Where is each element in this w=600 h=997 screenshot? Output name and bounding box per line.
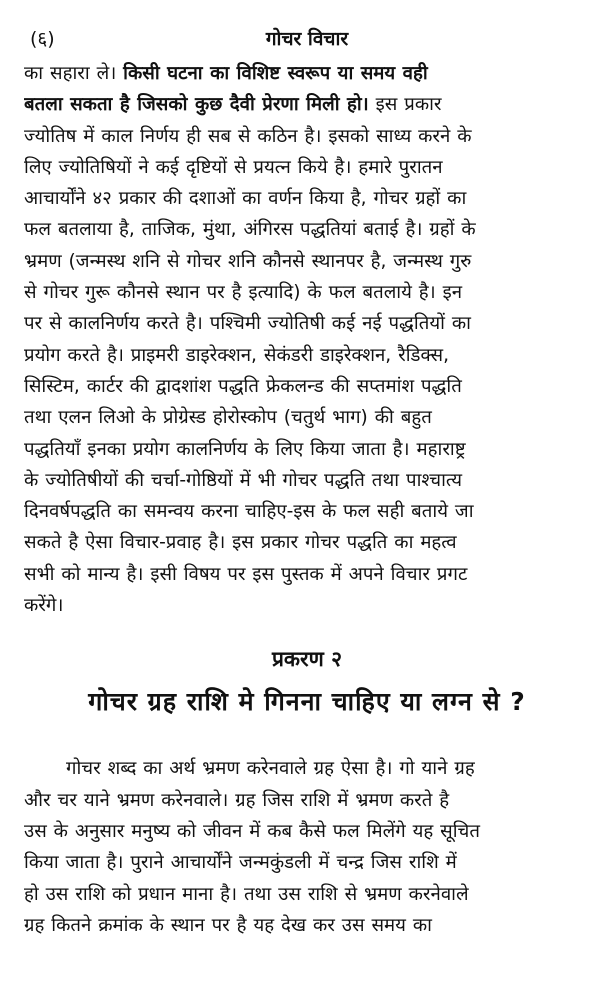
text-line: सभी को मान्य है। इसी विषय पर इस पुस्तक में अपने विचार प्रगट xyxy=(24,563,468,585)
text-line: लिए ज्योतिषियों ने कई दृष्टियों से प्रयत्न किये है। हमारे पुरातन xyxy=(24,156,443,178)
text-line: से गोचर गुरू कौनसे स्थान पर है इत्यादि) के फल बतलाये है। इन xyxy=(24,282,463,304)
text-line xyxy=(24,58,590,89)
text-line: पर से कालनिर्णय करते है। पश्चिमी ज्योतिषी कई नई पद्धतियों का xyxy=(24,313,471,335)
text-line: हो उस राशि को प्रधान माना है। तथा उस राशि से भ्रमण करनेवाले xyxy=(24,883,469,905)
text-line: आचार्योंने ४२ प्रकार की दशाओं का वर्णन किया है, गोचर ग्रहों का xyxy=(24,188,467,210)
text-line xyxy=(24,89,590,120)
paragraph-2 xyxy=(24,753,590,941)
text-line: दिनवर्षपद्धति का समन्वय करना चाहिए-इस के फल सही बताये जा xyxy=(24,501,474,523)
text-run: इस प्रकार xyxy=(368,94,442,116)
text-line: फल बतलाया है, ताजिक, मुंथा, अंगिरस पद्धतियां बताई है। ग्रहों के xyxy=(24,219,476,241)
text-line: करेंगे। xyxy=(24,595,64,617)
text-line: ग्रह कितने क्रमांक के स्थान पर है यह देख कर उस समय का xyxy=(24,914,432,936)
chapter-heading: गोचर ग्रह राशि मे गिनना चाहिए या लग्न से ? xyxy=(88,687,526,717)
text-line: और चर याने भ्रमण करेनवाले। ग्रह जिस राशि में भ्रमण करते है xyxy=(24,789,450,811)
paragraph-1 xyxy=(24,58,590,621)
page-number: (६) xyxy=(30,28,55,50)
text-line: किया जाता है। पुराने आचार्योंने जन्मकुंडली में चन्द्र जिस राशि में xyxy=(24,852,457,874)
text-line: उस के अनुसार मनुष्य को जीवन में कब कैसे फल मिलेंगे यह सूचित xyxy=(24,820,480,842)
text-line: सिस्टिम, कार्टर की द्वादशांश पद्धति फ्रेकलन्ड की सप्तमांश पद्धति xyxy=(24,375,462,397)
bold-text-run: किसी घटना का विशिष्ट स्वरूप या समय वही xyxy=(123,63,428,84)
text-run: का सहारा ले। xyxy=(24,63,124,84)
text-line: भ्रमण (जन्मस्थ शनि से गोचर शनि कौनसे स्थानपर है, जन्मस्थ गुरु xyxy=(24,250,472,272)
chapter-label: प्रकरण २ xyxy=(271,647,343,672)
text-line: प्रयोग करते है। प्राइमरी डाइरेक्शन, सेकंडरी डाइरेक्शन, रैडिक्स, xyxy=(24,344,450,366)
text-line: के ज्योतिषीयों की चर्चा-गोष्ठियों में भी गोचर पद्धति तथा पाश्चात्य xyxy=(24,469,463,491)
running-title: गोचर विचार xyxy=(265,28,349,50)
bold-text-run: बतला सकता है जिसको कुछ दैवी प्रेरणा मिली हो। xyxy=(24,94,369,116)
text-line: गोचर शब्द का अर्थ भ्रमण करेनवाले ग्रह ऐसा है। गो याने ग्रह xyxy=(66,758,475,780)
text-line: तथा एलन लिओ के प्रोग्रेस्ड होरोस्कोप (चतुर्थ भाग) की बहुत xyxy=(24,407,432,429)
text-line: सकते है ऐसा विचार-प्रवाह है। इस प्रकार गोचर पद्धति का महत्व xyxy=(24,532,457,554)
page-header xyxy=(24,0,590,58)
text-line: ज्योतिष में काल निर्णय ही सब से कठिन है। इसको साध्य करने के xyxy=(24,125,472,147)
text-line: पद्धतियाँ इनका प्रयोग कालनिर्णय के लिए किया जाता है। महाराष्ट्र xyxy=(24,438,466,460)
